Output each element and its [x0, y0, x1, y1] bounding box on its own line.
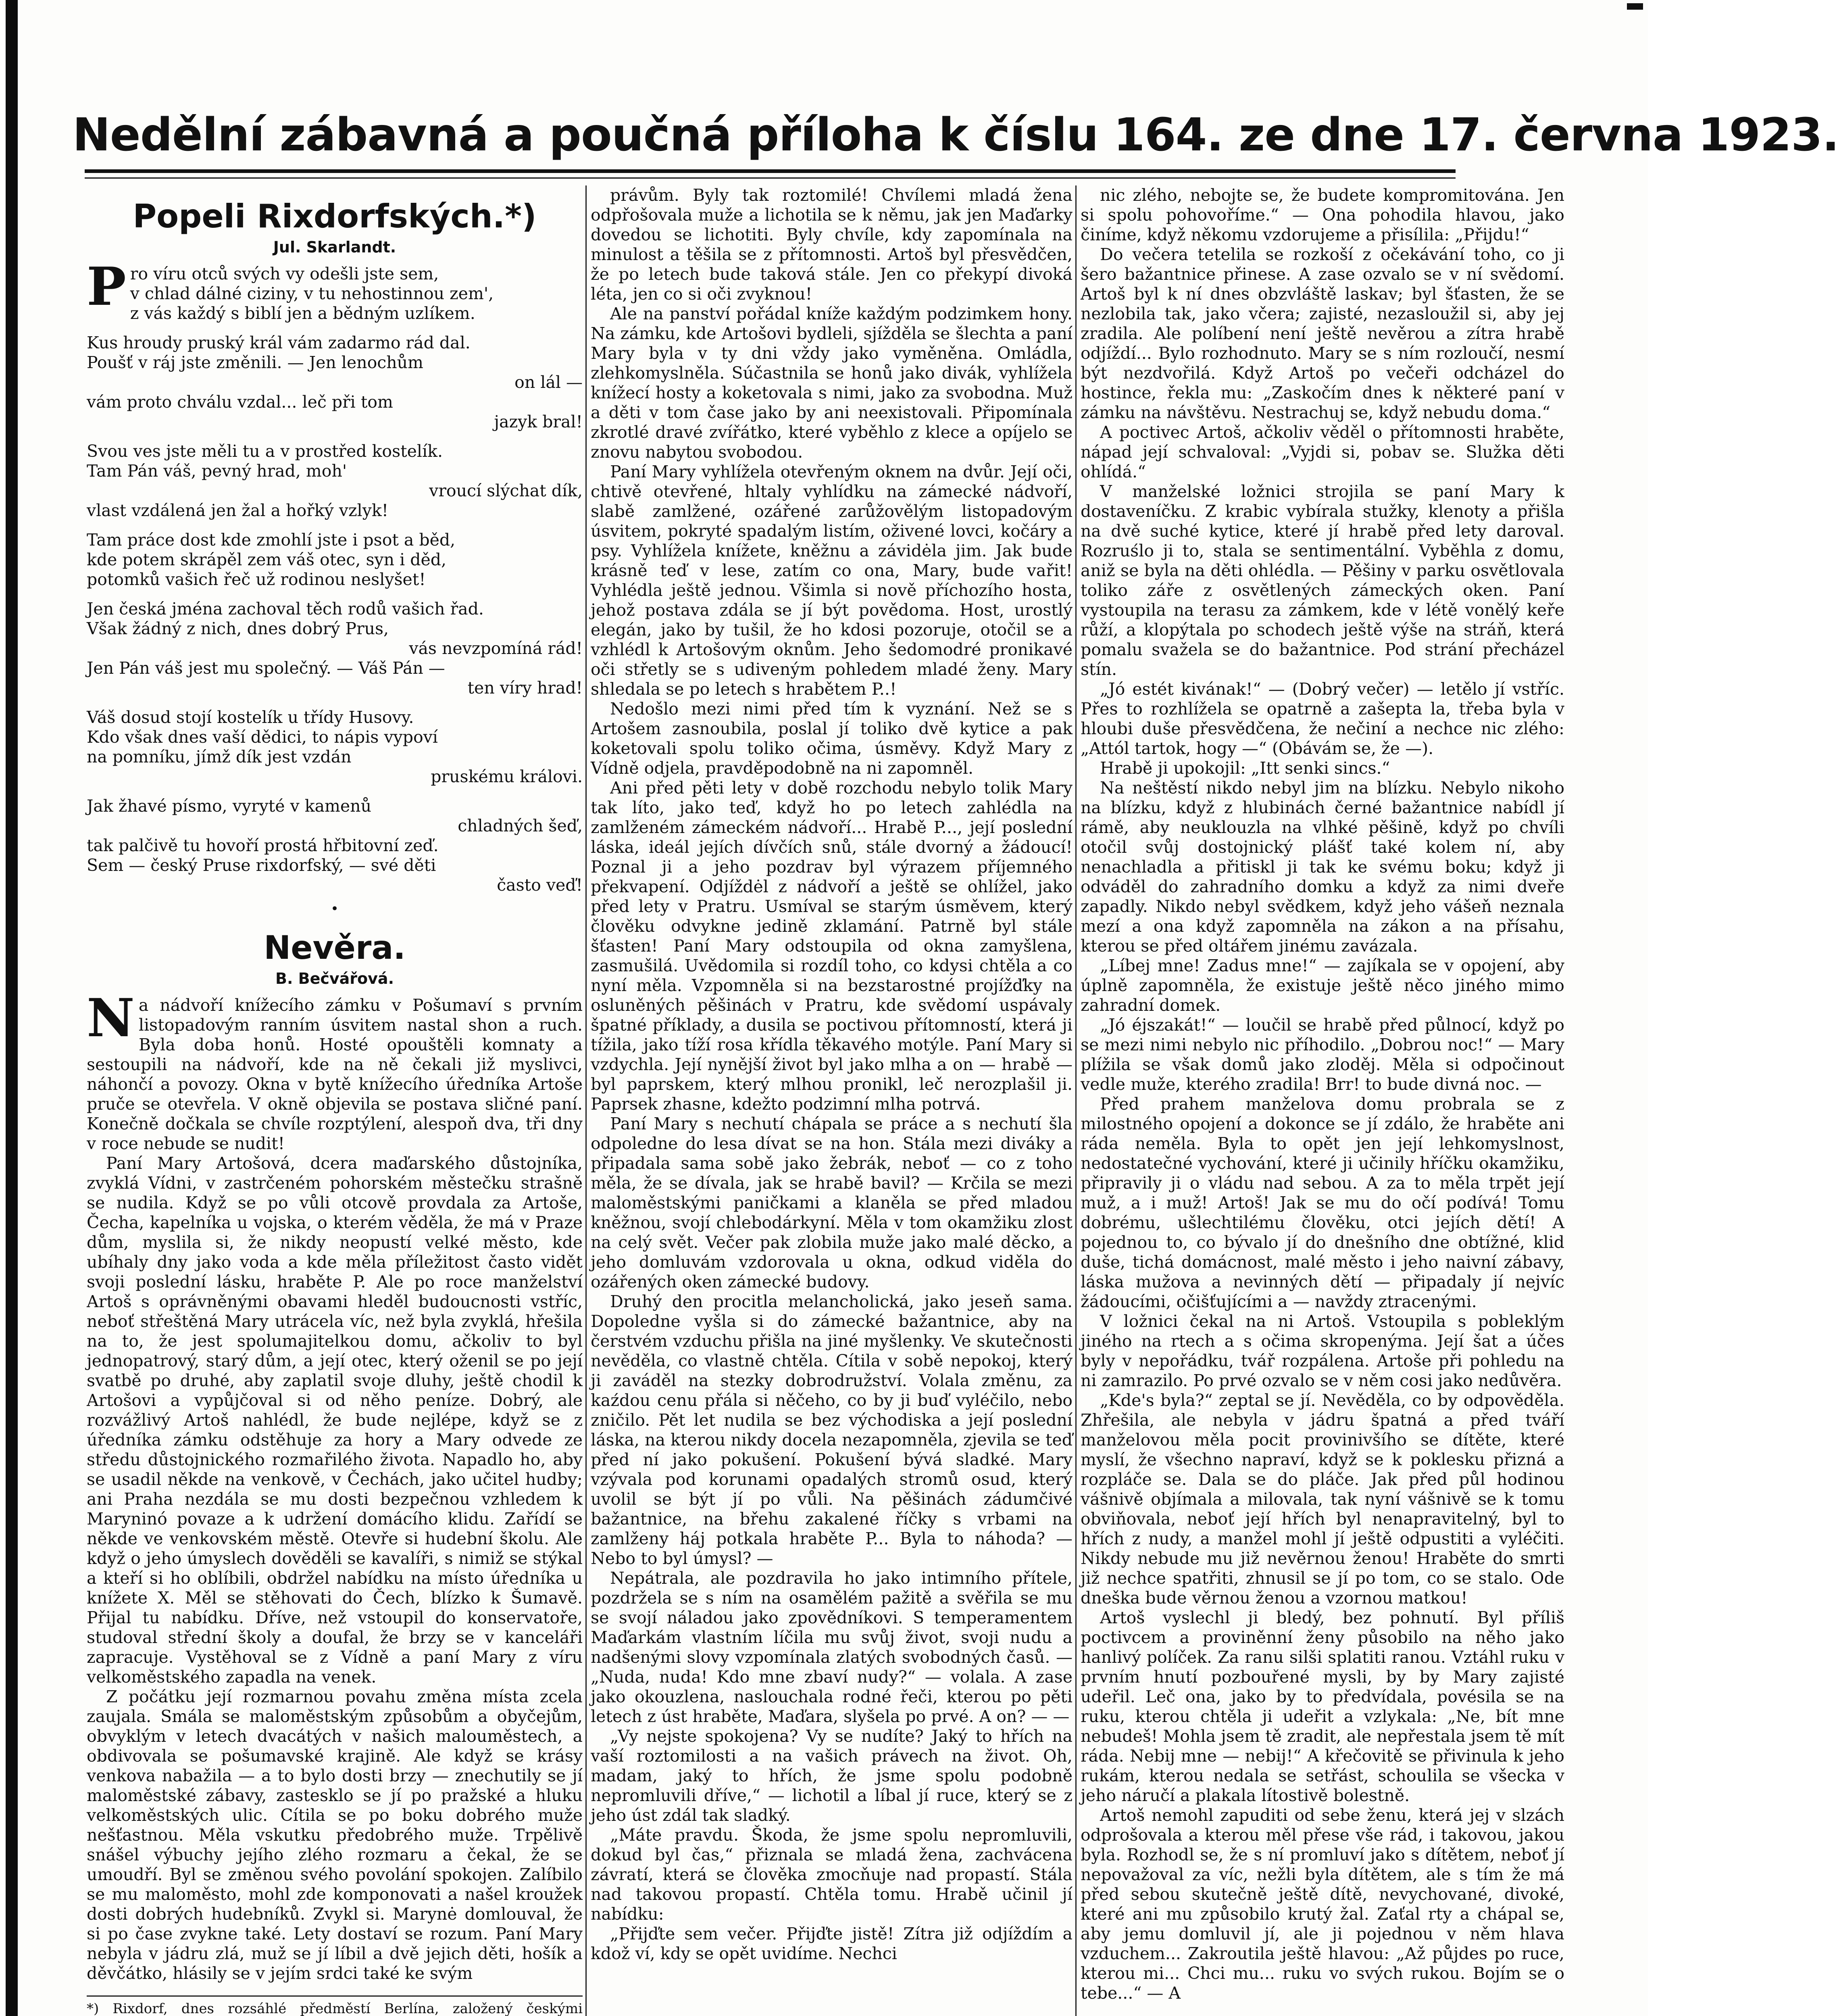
poem-line: ten víry hrad!: [467, 678, 583, 698]
story-paragraph: Nepátrala, ale pozdravila ho jako intimního přítele, pozdržela se s ním na osamělém pažitě a svěřila se mu se svojí náladou jako zpovědníkovi. S temperamentem Maďarkám vlastním líčila mu svůj život, svoji nudu a nadšenými slovy vzpomínala zlatých svobodných časů. — „Nuda, nuda! Kdo mne zbaví nudy?“ — volala. A zase jako okouzlena, naslouchala rodné řeči, kterou po pěti letech z úst hraběte, Maďara, slyšela po prvé. A on? — —: [591, 1568, 1073, 1726]
story-paragraph: „Jó estét kivának!“ — (Dobrý večer) — letělo jí vstříc. Přes to rozhlížela se opatrně a zašepta la, třeba byla v hloubi duše přesvědčena, že nečiní a nechce nic zlého: „Attól tartok, hogy —“ (Obávám se, že —).: [1081, 679, 1564, 758]
story-paragraph: Artoš nemohl zapuditi od sebe ženu, která jej v slzách odprošovala a kterou měl přese vše rád, i takovou, jakou byla. Rozhodl se, že s ní promluví jako s dítětem, neboť jí nepovažoval za víc, nežli byla dítětem, ale s tím že má před sebou skutečně ještě dítě, nevychované, divoké, které ani mu způsobilo krutý žal. Zaťal rty a chápal se, aby jemu domluvil jí, ale ji pojednou v něm hlava vzduchem... Zakroutila ještě hlavou: „Až půjdes po ruce, kterou mi... Chci mu... ruku vo svých rukou. Bojím se o tebe...“ — A: [1081, 1806, 1564, 2003]
poem-lines: [87, 256, 583, 895]
masthead-rule-thin: [85, 177, 1456, 179]
poem-line: vroucí slýchat dík,: [429, 481, 583, 500]
poem-author: Jul. Skarlandt.: [273, 238, 396, 256]
story-paragraph: Druhý den procitla melancholická, jako jeseň sama. Dopoledne vyšla si do zámecké bažantnice, aby na čerstvém vzduchu přišla na jiné myšlenky. Ve skutečnosti nevěděla, co vlastně chtěla. Cítila v sobě nepokoj, který ji zaváděl na stezky dobrodružství. Volala změnu, za kaźdou cenu přála si něčeho, co by ji buď vyléčilo, nebo zničilo. Pět let nudila se bez východiska a její poslední láska, na kterou nikdy docela nezapomněla, zjevila se teď před ní jako pokušení. Pokušení bývá sladké. Mary vzývala pod korunami opadalých stromů osud, který uvolil se být jí po vůli. Na pěšinách zádumčivé bažantnice, na břehu zakalené říčky s vrbami na zamlženy háj potkala hraběte P... Byla to náhoda? — Nebo to byl úmysl? —: [591, 1292, 1073, 1568]
poem-line: chladných šeď,: [458, 816, 583, 835]
section-separator: •: [330, 901, 339, 917]
story-paragraphs-col1: [87, 987, 583, 1983]
story-paragraph: Před prahem manželova domu probrala se z milostného opojení a dokonce se jí zdálo, že hraběte ani ráda neměla. Byla to opět jen její lehkomyslnost, nedostatečné vychování, které ji učinily hříčku okamžiku, připravily ji o vládu nad sebou. A za to měla trpět její muž, a i muž! Artoš! Jak se mu do očí podívá! Tomu dobrému, ušlechtilému člověku, otci jejích dětí! A pojednou to, co bývalo jí do dnešního dne obtížné, klid duše, tichá domácnost, malé město i jeho naivní zábavy, láska mužova a nevinných dětí — připadaly jí nejvíc žádoucími, očišťujícími a — navždy ztracenými.: [1081, 1094, 1564, 1311]
story-paragraph: Do večera tetelila se rozkoší z očekávání toho, co ji šero bažantnice přinese. A zase ozvalo se v ní svědomí. Artoš byl k ní dnes obzvláště laskav; byl šťasten, že se nezlobila tak, jako včera; zajisté, nezasloužil si, aby jej zradila. Ale políbení není ještě nevěrou a zítra hrabě odjíždí... Bylo rozhodnuto. Mary se s ním rozloučí, nesmí být nezdvořilá. Když Artoš po večeři odcházel do hostince, řekla mu: „Zaskočím dnes k některé paní v zámku na návštěvu. Nestrachuj se, když nebudu doma.“: [1081, 245, 1564, 422]
poem-line: Kus hroudy pruský král vám zadarmo rád dal.: [87, 333, 471, 352]
column-2: [591, 185, 1073, 2016]
story-dropcap: N: [87, 987, 135, 1049]
poem-line: tak palčivě tu hovoří prostá hřbitovní zeď.: [87, 836, 439, 855]
footnote: *) Rixdorf, dnes rozsáhlé předměstí Berlína, založený českými: [87, 1995, 583, 2016]
story-paragraph: Paní Mary vyhlížela otevřeným oknem na dvůr. Její oči, chtivě otevřené, hltaly vyhlídku na zámecké nádvoří, slabě zamlžené, ozářené zarůžovělým listopadovým úsvitem, pokryté spadalým listím, oživené lovci, kočáry a psy. Vyhlížela knížete, kněžnu a závidėla jim. Jak bude krásně teď v lese, zatím co ona, Mary, bude vařit! Vyhlédla ještě jednou. Všimla si nově příchozího hosta, jehož postava zdála se jí být povědoma. Host, urostlý elegán, jako by tušil, že ho kdosi pozoruje, otočil se a vzhlédl k Artošovým oknům. Jeho šedomodré pronikavé oči střetly se s udiveným pohledem mladé ženy. Mary shledala se po letech s hrabětem P..!: [591, 462, 1073, 699]
column-1: [87, 185, 583, 2016]
poem-line: Sem — český Pruse rixdorfský, — své děti: [87, 856, 436, 875]
poem-line: Svou ves jste měli tu a v prostřed kostelík.: [87, 442, 443, 461]
story-paragraph: V ložnici čekal na ni Artoš. Vstoupila s pobleklým jiného na rtech a s očima skropenýma. Její šat a účes byly v nepořádku, tvář rozpálena. Artoše při pohledu na ni zamrazilo. Po prvé ozvalo se v něm cosi jako nedůvěra.: [1081, 1312, 1564, 1390]
supplement-masthead: Nedělní zábavná a poučná příloha k číslu 164. ze dne 17. června 1923.: [73, 109, 1839, 161]
poem-title: Popeli Rixdorfských.*): [133, 198, 537, 235]
story-paragraph: „Líbej mne! Zadus mne!“ — zajíkala se v opojení, aby úplně zapomněla, že existuje ještě něco jiného mimo zahradní domek.: [1081, 956, 1564, 1015]
scan-corner-mark: [1627, 3, 1643, 10]
poem-line: Jen česká jména zachoval těch rodů vašich řad.: [87, 599, 484, 619]
story-paragraph: Ale na panství pořádal kníže každým podzimkem hony. Na zámku, kde Artošovi bydleli, sjížděla se šlechta a paní Mary byla v ty dni vždy jako vyměněna. Omládla, zlehkomyslněla. Súčastnila se honů jako divák, vyhlížela knížecí hosty a koketovala s nimi, jako za svobodna. Muž a děti v tom čase jako by ani neexistovali. Připomínala zkrotlé dravé zvířátko, které vyběhlo z klece a opíjelo se znovu nabytou svobodou.: [591, 304, 1073, 462]
poem-dropcap: P: [87, 256, 126, 317]
column-3: [1081, 185, 1564, 2016]
poem-line: jazyk bral!: [494, 412, 583, 431]
poem-line: vás nevzpomíná rád!: [409, 639, 583, 658]
story-paragraph: A poctivec Artoš, ačkoliv věděl o přítomnosti hraběte, nápad její schvaloval: „Vyjdi si, pobav se. Služka děti ohlídá.“: [1081, 423, 1564, 481]
story-start: [87, 987, 583, 1983]
poem-line: on lál —: [514, 373, 583, 392]
story-paragraph: Paní Mary Artošová, dcera maďarského důstojníka, zvyklá Vídni, v zastrčeném pohorském městečku strašně se nudila. Když se po vůli otcově provdala za Artoše, Čecha, kapelníka u vojska, o kterém věděla, že má v Praze dům, myslila si, že nikdy neopustí velké město, kde ubíhaly dny jako voda a kde měla příležitost často vidět svoji poslední lásku, hraběte P. Ale po roce manželství Artoš s oprávněnými obavami hleděl budoucnosti vstříc, neboť střeštěná Mary utrácela víc, než byla zvyklá, hřešila na to, že jest spolumajitelkou domu, ačkoliv to byl jednopatrový, starý dům, a její otec, který oženil se po její svatbě po druhé, aby zaplatil svoje dluhy, ještě chodil k Artošovi a vypůjčoval si od něho peníze. Dobrý, ale rozvážlivý Artoš nahlédl, že bude nejlépe, když se z úředníka zámku odstěhuje za hory a Mary odvede ze středu důstojnického rozmařilého života. Napadlo ho, aby se usadil někde na venkově, v Čechách, jako učitel hudby; ani Praha nezdála se mu dosti bezpečnou vzhledem k Maryninó povaze a k udržení domácího klidu. Zařídí se někde ve venkovském městě. Otevře si hudební školu. Ale když o jeho úmyslech dověděli se kavalíři, s nimiž se stýkal a kteří si ho oblíbili, obdržel nabídku na místo úředníka u knížete X. Měl se stěhovati do Čech, blízko k Šumavě. Přijal tu nabídku. Dříve, než vstoupil do konservatoře, studoval střední školy a doufal, že brzy se v kanceláři zapracuje. Vystěhoval se z Vídně a paní Mary z víru velkoměstského zapadla na venek.: [87, 1154, 583, 1687]
story-paragraph: „Přijďte sem večer. Přijďte jistě! Zítra již odjíždím a kdož ví, kdy se opět uvidíme. Nechci: [591, 1924, 1073, 1963]
story-paragraphs-col2: [591, 185, 1073, 1964]
poem-line: Kdo však dnes vaší dědici, to nápis vypoví: [87, 727, 438, 747]
poem-line: kde potem skrápěl zem váš otec, syn i děd,: [87, 550, 447, 569]
story-paragraph: a nádvoří knížecího zámku v Pošumaví s prvním listopadovým ranním úsvitem nastal shon a ruch. Byla doba honů. Hosté opouštěli komnaty a sestoupili na nádvoří, kde na ně čekali již myslivci, náhončí a povozy. Okna v bytě knížecího úředníka Artoše pruče se otevřela. V okně objevila se postava sličné paní. Konečně dočkala se chvíle rozptýlení, alespoň dva, tři dny v roce nebude se nudit!: [87, 996, 583, 1153]
poem-line: na pomníku, jímž dík jest vzdán: [87, 747, 352, 766]
story-paragraph: Hrabě ji upokojil: „Itt senki sincs.“: [1100, 758, 1390, 778]
poem-line: potomků vašich řeč už rodinou neslyšet!: [87, 570, 426, 589]
story-author: B. Bečvářová.: [275, 970, 394, 987]
story-paragraph: „Jó éjszakát!“ — loučil se hrabě před půlnocí, když po se mezi nimi nebylo nic příhodilo. „Dobrou noc!“ — Mary plížila se však domů jako zloděj. Měla si odpočinout vedle muže, kterého zradila! Brr! to bude divná noc. —: [1081, 1015, 1564, 1094]
story-paragraph: „Kde's byla?“ zeptal se jí. Nevěděla, co by odpověděla. Zhřešila, ale nebyla v jádru špatná a před tváří manželovou měla pocit provinivšího se dítěte, které myslí, že všechno napraví, když se k poklesku přizná a rozpláče se. Dala se do pláče. Jak před půl hodinou vášnivě objímala a milovala, tak nyní vášnivě se k tomu obviňovala, neboť její hřích byl nenapravitelný, byl to hřích z nudy, a manžel mohl jí ještě odpustiti a vyléčiti. Nikdy nebude mu již nevěrnou ženou! Hraběte do smrti již nechce spatřiti, zhnusil se jí po tom, co se stalo. Ode dneška bude věrnou ženou a vzornou matkou!: [1081, 1391, 1564, 1608]
poem-line: Však žádný z nich, dnes dobrý Prus,: [87, 619, 389, 638]
story-paragraph: Paní Mary s nechutí chápala se práce a s nechutí šla odpoledne do lesa dívat se na hon. Stála mezi diváky a připadala sama sobě jako žebrák, neboť — co z toho měla, že se dívala, jak se hrabě bavil? — Krčila se mezi maloměstskými paničkami a klaněla se před mladou kněžnou, svojí chlebodárkyní. Měla v tom okamžiku zlost na celý svět. Večer pak zlobila muže jako malé děcko, a jeho domluvám vzdorovala u okna, odkud viděla do ozářených oken zámecké budovy.: [591, 1114, 1073, 1291]
story-paragraph: nic zlého, nebojte se, že budete kompromitována. Jen si spolu pohovoříme.“ — Ona pohodila hlavou, jako činíme, když někomu vzdorujeme a přisílila: „Přijdu!“: [1081, 185, 1564, 244]
poem-line: vlast vzdálená jen žal a hořký vzlyk!: [87, 501, 389, 520]
poem-line: Poušť v ráj jste změnili. — Jen lenochům: [87, 353, 423, 372]
poem-line: pruskému královi.: [431, 767, 583, 786]
story-paragraph: Ani před pěti lety v době rozchodu nebylo tolik Mary tak líto, jako teď, když ho po letech zahlédla na zamlženém zámeckém nádvoří... Hrabě P..., její poslední láska, ideál jejích dívčích snů, stále dvorný a žádoucí! Poznal ji a jeho pozdrav byl výrazem příjemného překvapení. Odjíždėl z nádvoří a ještě se ohlížel, jako před lety v Pratru. Usmíval se starým úsměvem, který člověku odvykne jedině zklamání. Patrně byl stále šťasten! Paní Mary odstoupila od okna zamyšlena, zasmušilá. Uvědomila si rozdíl toho, co kdysi chtěla a co nyní měla. Vzpomněla si na bezstarostné projížďky na osluněných pěšinách v Pratru, kde svědomí uspávaly špatné příklady, a dusila se poctivou přítomností, která ji tížila, jako tíží rosa křídla těkavého motýle. Paní Mary si vzdychla. Její nynější život byl jako mlha a on — hrabě — byl paprskem, který mlhou pronikl, leč nerozplašil ji. Paprsek zhasne, kdežto podzimní mlha potrvá.: [591, 778, 1073, 1114]
scan-left-border: [6, 0, 18, 2016]
story-paragraph: Na neštěstí nikdo nebyl jim na blízku. Nebylo nikoho na blízku, když z hlubinách černé bažantnice nabídl jí rámě, aby neuklouzla na vlhké pěšině, když po chvíli otočil svůj dostojnický plášť také kolem ní, aby nenachladla a přitiskl ji tak ke svému boku; když ji odváděl do zahradního domku a když za nimi dveře zapadly. Nikdo nebyl svědkem, když jeho vášeň neznala mezí a ona když zapomněla na zákon a na přísahu, kterou se před oltářem jinému zavázala.: [1081, 778, 1564, 956]
story-paragraph: Z počátku její rozmarnou povahu změna místa zcela zaujala. Smála se maloměstským způsobům a obyčejům, obvyklým v letech dvacátých v našich malouměstech, a obdivovala se pošumavské krajině. Ale když se krásy venkova nabažila — a to bylo dosti brzy — znechutily se jí maloměstské zábavy, zastesklo se jí po pražské a hluku velkoměstských ulic. Cítila se po boku dobrého muže nešťastnou. Měla vskutku předobrého muže. Trpělivě snášel výbuchy jejího zlého rozmaru a čekal, že se umoudří. Byl se změnou svého povolání spokojen. Zalíbilo se mu maloměsto, mohl zde komponovati a našel kroužek dosti dobrých hudebníků. Zvykl si. Marynė domlouval, že si po čase zvykne také. Lety dostaví se rozum. Paní Mary nebyla v jádru zlá, muž se jí líbil a dvě jejich děti, hošík a děvčátko, hlásily se v jejím srdci také ke svým: [87, 1687, 583, 1983]
story-paragraph: V manželské ložnici strojila se paní Mary k dostaveníčku. Z krabic vybírala stužky, klenoty a přišla na dvě suché kytice, které jí hrabě před lety daroval. Rozruślo ji to, stala se sentimentální. Vyběhla z domu, aniž se byla na děti ohlédla. — Pěšiny v parku osvětlovala toliko záře z osvětlených zámeckých oken. Paní vystoupila na terasu za zámkem, kde v létě vonělý keře růží, a klopýtala po schodech ještě výše na stráň, která pomalu svažela se do bažantnice. Pod strání přecházel stín.: [1081, 482, 1564, 679]
story-title: Nevěra.: [264, 929, 406, 966]
poem-line: z vás každý s biblí jen a bědným uzlíkem.: [130, 304, 475, 323]
poem-line: Jak žhavé písmo, vyryté v kamenů: [87, 796, 371, 816]
story-paragraph: „Vy nejste spokojena? Vy se nudíte? Jaký to hřích na vaší roztomilosti a na vašich právech na život. Oh, madam, jaký to hřích, že jsme spolu podobně nepromluvili dříve,“ — lichotil a líbal jí ruce, který se z jeho úst zdál tak sladký.: [591, 1727, 1073, 1825]
poem-line: ro víru otců svých vy odešli jste sem,: [130, 264, 439, 283]
poem-line: Tam práce dost kde zmohlí jste i psot a běd,: [87, 530, 456, 550]
poem-line: Tam Pán váš, pevný hrad, moh': [87, 461, 347, 481]
poem-line: Váš dosud stojí kostelík u třídy Husovy.: [87, 708, 414, 727]
column-divider-1: [585, 185, 587, 2016]
poem-line: v chlad dálné ciziny, v tu nehostinnou zem',: [130, 284, 494, 303]
story-paragraphs-col3: [1081, 185, 1564, 2003]
story-paragraph: „Máte pravdu. Škoda, že jsme spolu nepromluvili, dokud byl čas,“ přiznala se mladá žena, zachvácena závratí, která se člověka zmocňuje nad propastí. Stála nad takovou propastí. Chtěla tomu. Hrabě učinil jí nabídku:: [591, 1825, 1073, 1924]
story-paragraph: Nedošlo mezi nimi před tím k vyznání. Než se s Artošem zasnoubila, poslal jí toliko dvě kytice a pak koketovali spolu toliko očima, úsměvy. Když Mary z Vídně odjela, pravděpodobně na ni zapomněl.: [591, 699, 1073, 778]
masthead-rule-thick: [85, 169, 1456, 173]
story-paragraph: Artoš vyslechl ji bledý, bez pohnutí. Byl příliš poctivcem a proviněnní ženy působilo na něho jako hanlivý políček. Za ranu silši splatiti ranou. Vztáhl ruku v prvním hnutí pozbouřené mysli, by by Mary zajisté udeřil. Leč ona, jako by to předvídala, povésila se na ruku, kterou chtěla ji udeřit a vzlykala: „Ne, bít mne nebudeš! Mohla jsem tě zradit, ale nepřestala jsem tě mít ráda. Nebij mne — nebij!“ A křečovitě se přivinula k jeho rukám, kterou nedala se setřást, schoulila se všecka v jeho náručí a plakala lítostivě bolestně.: [1081, 1608, 1564, 1805]
column-divider-2: [1075, 185, 1077, 2016]
poem-line: často veď!: [497, 875, 583, 895]
poem-body: [87, 256, 583, 895]
poem-line: vám proto chválu vzdal... leč při tom: [87, 392, 393, 412]
story-paragraph: právům. Byly tak roztomilé! Chvílemi mladá žena odpřošovala muže a lichotila se k němu, jak jen Maďarky dovedou se lichotiti. Byly chvíle, kdy zapomínala na minulost a těšila se z přítomnosti. Artoš byl přesvědčen, že po letech bude taková stále. Jen co překypí divoká léta, jen co si oči zvyknou!: [591, 185, 1073, 304]
poem-line: Jen Pán váš jest mu společný. — Váš Pán —: [87, 658, 445, 678]
